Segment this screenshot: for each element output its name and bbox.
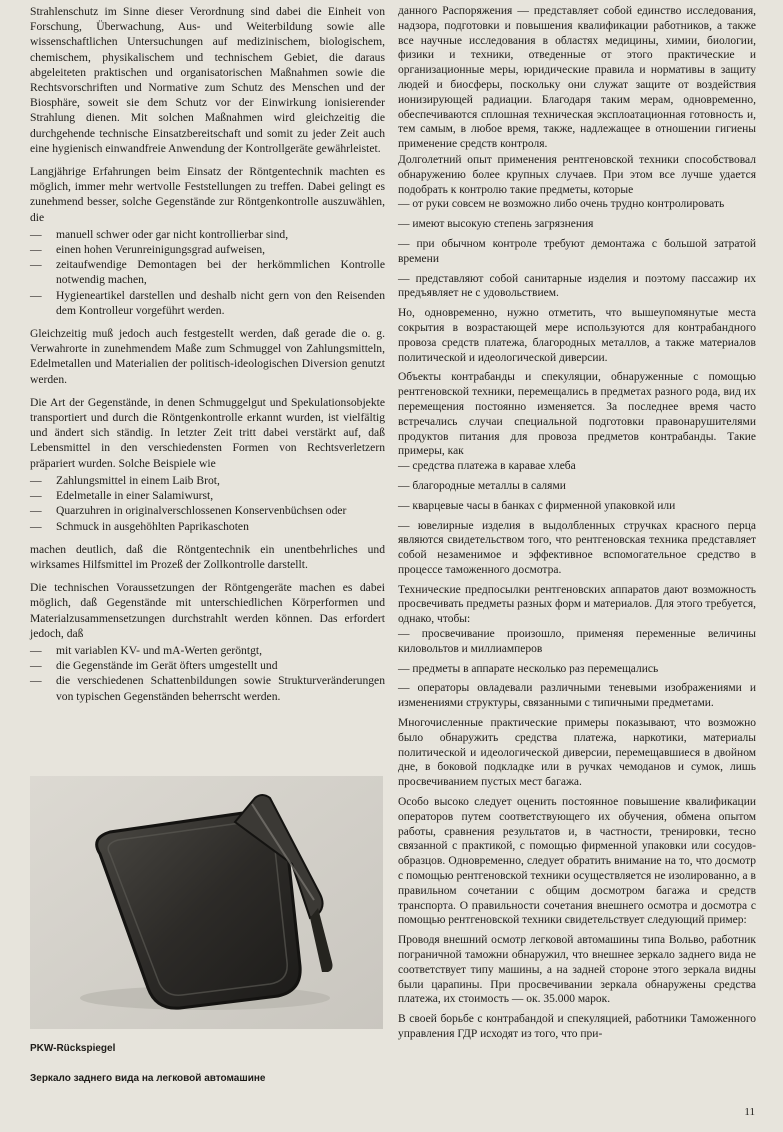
page-number: 11	[744, 1106, 755, 1118]
paragraph: Langjährige Erfahrungen beim Einsatz der Röntgentechnik machten es möglich, immer mehr wertvolle Feststellungen zu treffen. Dabei gelingt es zunehmend besser, solche Gegenstände zur Röntgenkontrolle auszuwählen, die	[30, 165, 385, 224]
list-item: — благородные металлы в салями	[398, 479, 566, 492]
list-item-text: средства платежа в каравае хлеба	[412, 460, 576, 473]
paragraph: Технические предпосылки рентгеновских аппаратов дают возможность просвечивать предметы разных форм и материалов. Для этого требуется, однако, чтобы:	[398, 583, 756, 626]
list-item: — Quarzuhren in originalverschlossenen Konservenbüchsen oder	[30, 503, 385, 518]
list-item: — имеют высокую степень загрязнения	[398, 218, 594, 231]
list-item-text: благородные металлы в салями	[412, 479, 566, 492]
list-item: — представляют собой санитарные изделия и поэтому пассажир их предъявляет не с удовольствием.	[398, 272, 756, 300]
bullet-list	[30, 227, 385, 318]
bullet-list	[30, 473, 385, 534]
caption-russian: Зеркало заднего вида на легковой автомашине	[30, 1073, 266, 1084]
paragraph: Gleichzeitig muß jedoch auch festgestellt werden, daß gerade die o. g. Verwahrorte in zunehmendem Maße zum Schmuggel von Zahlungsmitteln, Edelmetallen und Materialien der politisch-ideologischen Diversion genutzt werden.	[30, 327, 385, 386]
list-item: — die verschiedenen Schattenbildungen sowie Strukturveränderungen von typischen Gegenständen beherrscht werden.	[30, 673, 385, 703]
paragraph: Die technischen Voraussetzungen der Röntgengeräte machen es dabei möglich, daß Gegenstände mit unterschiedlichen Körperformen und Materialzusammensetzungen durchstrahlt werden können. Das erfordert jedoch, daß	[30, 581, 385, 640]
list-item-text: операторы овладевали различными теневыми изображениями и изменениями структуры, связанными с типичными предметами.	[398, 682, 756, 710]
list-item-text: просвечивание произошло, применяя переменные величины киловольтов и миллиамперов	[398, 628, 757, 655]
list-item-text: при обычном контроле требуют демонтажа с большой затратой времени	[398, 237, 756, 265]
paragraph: Многочисленные практические примеры показывают, что возможно было обнаружить средства платежа, наркотики, материалы политической и идеологической диверсии, перемещавшиеся в двойном дне, в боковой подкладке или в ручках чемоданов и сумок, лишь просвечиванием пустых мест багажа.	[398, 717, 756, 789]
paragraph: Strahlenschutz im Sinne dieser Verordnung sind dabei die Einheit von Forschung, Überwachung, Aus- und Weiterbildung sowie alle wissenschaftlichen Untersuchungen auf medizinischem, biologischem, chemischem, physikalischem und technischem Gebiet, die daraus abgeleiteten praktischen und organisatorischen Maßnahmen sowie die Rechtsvorschriften und Normative zum Schutz des Menschen und der Biosphäre, soweit sie dem Schutz vor der Einwirkung ionisierender Strahlung dienen. Mit solchen Maßnahmen wird gleichzeitig die durchgehende technische Einsatzbereitschaft und somit zu jeder Zeit auch eine hygienisch einwandfreie Anwendung der Kontrollgeräte gewährleistet.	[30, 5, 385, 155]
list-item: — кварцевые часы в банках с фирменной упаковкой или	[398, 499, 676, 512]
list-item: — die Gegenstände im Gerät öfters umgestellt und	[30, 658, 385, 673]
list-item: — при обычном контроле требуют демонтажа с большой затратой времени	[398, 237, 756, 265]
paragraph: Проводя внешний осмотр легковой автомашины типа Вольво, работник пограничной таможни обнаружил, что внешнее зеркало заднего вида не соответствует типу машины, а на задней стороне этого зеркала видны были царапины. При просвечивании зеркала обнаружены средства платежа, их стоимость — ок. 35.000 марок.	[398, 934, 756, 1006]
list-item: — от руки совсем не возможно либо очень трудно контролировать	[398, 198, 725, 211]
list-item: — Zahlungsmittel in einem Laib Brot,	[30, 473, 385, 488]
list-item-text: предметы в аппарате несколько раз перемещались	[412, 662, 659, 675]
list-item: — mit variablen KV- und mA-Werten geröntgt,	[30, 643, 385, 658]
list-item: — Edelmetalle in einer Salamiwurst,	[30, 488, 385, 503]
list-item: — ювелирные изделия в выдолбленных стручках красного перца являются свидетельством того, что рентгеновская техника представляет собой незаменимое и эффективное вспомогательное средство в процессе таможенного досмотра.	[398, 519, 757, 576]
paragraph: Объекты контрабанды и спекуляции, обнаруженные с помощью рентгеновской техники, перемещались в предметах разного рода, вид их перемещения постоянно изменяется. За последнее время часто встречались случаи специальной подготовки правонарушителями продуктов питания для провоза предметов контрабанды. Такие примеры, как	[398, 371, 756, 458]
list-item: — просвечивание произошло, применяя переменные величины киловольтов и миллиамперов	[398, 628, 757, 655]
paragraph: данного Распоряжения — представляет собой единство исследования, надзора, подготовки и повышения квалификации работников, а также все научные исследования в областях медицины, химии, биологии, физики и техники, отведенные от этого практические и организационные меры, юридические правила и нормативы в защиту людей и биосферы, поскольку они служат защите от воздействия ионизирующей радиации. Благодаря таким мерам, одновременно, обеспечиваются сплошная техническая эксплоатационная готовность и, тем самым, в любое время, также, надлежащее в отношении гигиены применение средств контроля.	[398, 5, 756, 151]
list-item: — операторы овладевали различными теневыми изображениями и изменениями структуры, связанными с типичными предметами.	[398, 682, 756, 710]
list-item-text: имеют высокую степень загрязнения	[412, 218, 594, 231]
caption-german: PKW-Rückspiegel	[30, 1043, 116, 1054]
list-item-text: ювелирные изделия в выдолбленных стручках красного перца являются свидетельством того, что рентгеновская техника представляет собой незаменимое и эффективное вспомогательное средство в процессе таможенного досмотра.	[398, 519, 757, 576]
paragraph: Долголетний опыт применения рентгеновской техники способствовал обнаружению более крупных случаев. При этом все лучше удается подобрать к контролю такие предметы, которые	[398, 153, 756, 196]
rear-view-mirror-image	[30, 776, 383, 1029]
list-item: — средства платежа в каравае хлеба	[398, 460, 576, 473]
paragraph: В своей борьбе с контрабандой и спекуляцией, работники Таможенного управления ГДР исходят из того, что при-	[398, 1013, 756, 1040]
paragraph: machen deutlich, daß die Röntgentechnik ein unentbehrliches und wirksames Hilfsmittel im Prozeß der Zollkontrolle darstellt.	[30, 542, 385, 571]
paragraph: Но, одновременно, нужно отметить, что вышеупомянутые места сокрытия в возрастающей мере используются для контрабандного провоза средств платежа, благородных металлов, а также материалов политической и идеологической диверсии.	[398, 307, 756, 364]
dash-list	[398, 627, 756, 711]
list-item: — Hygieneartikel darstellen und deshalb nicht gern von den Reisenden dem Kontrolleur vorgeführt werden.	[30, 288, 385, 318]
list-item-text: от руки совсем не возможно либо очень трудно контролировать	[412, 198, 725, 211]
list-item: — einen hohen Verunreinigungsgrad aufweisen,	[30, 242, 385, 257]
right-column-russian	[398, 4, 756, 1047]
paragraph: Die Art der Gegenstände, in denen Schmuggelgut und Spekulationsobjekte transportiert und durch die Röntgenkontrolle erkannt wurden, ist vielfältig und ändert sich ständig. In letzter Zeit tritt dabei verstärkt auf, daß Lebensmittel in den verschiedensten Formen von Rechtsverletzern präpariert wurden. Solche Beispiele wie	[30, 395, 385, 470]
dash-list	[398, 197, 756, 301]
list-item: — предметы в аппарате несколько раз перемещались	[398, 662, 659, 675]
dash-list	[398, 459, 756, 578]
bullet-list	[30, 643, 385, 704]
list-item: — manuell schwer oder gar nicht kontrollierbar sind,	[30, 227, 385, 242]
list-item: — zeitaufwendige Demontagen bei der herkömmlichen Kontrolle notwendig machen,	[30, 257, 385, 287]
paragraph: Особо высоко следует оценить постоянное повышение квалификации операторов путем соответствующего их обучения, обмена опытом работы, сравнения результатов и, в частности, тренировки, тесно связанной с практикой, с помощью фирменной упаковки или сосудов-образцов. Одновременно, следует обратить внимание на то, что досмотр с помощью рентгеновской техники осуществляется не изолированно, а в правильном сочетании с общим досмотром багажа и средств транспорта. О правильности сочетания внешнего осмотра и досмотра с помощью рентгеновской техники свидетельствует следующий пример:	[398, 796, 756, 927]
list-item-text: кварцевые часы в банках с фирменной упаковкой или	[412, 499, 676, 512]
list-item: — Schmuck in ausgehöhlten Paprikaschoten	[30, 519, 385, 534]
mirror-photo	[30, 776, 383, 1029]
list-item-text: представляют собой санитарные изделия и поэтому пассажир их предъявляет не с удовольствием.	[398, 272, 756, 300]
left-column-german	[30, 4, 385, 712]
